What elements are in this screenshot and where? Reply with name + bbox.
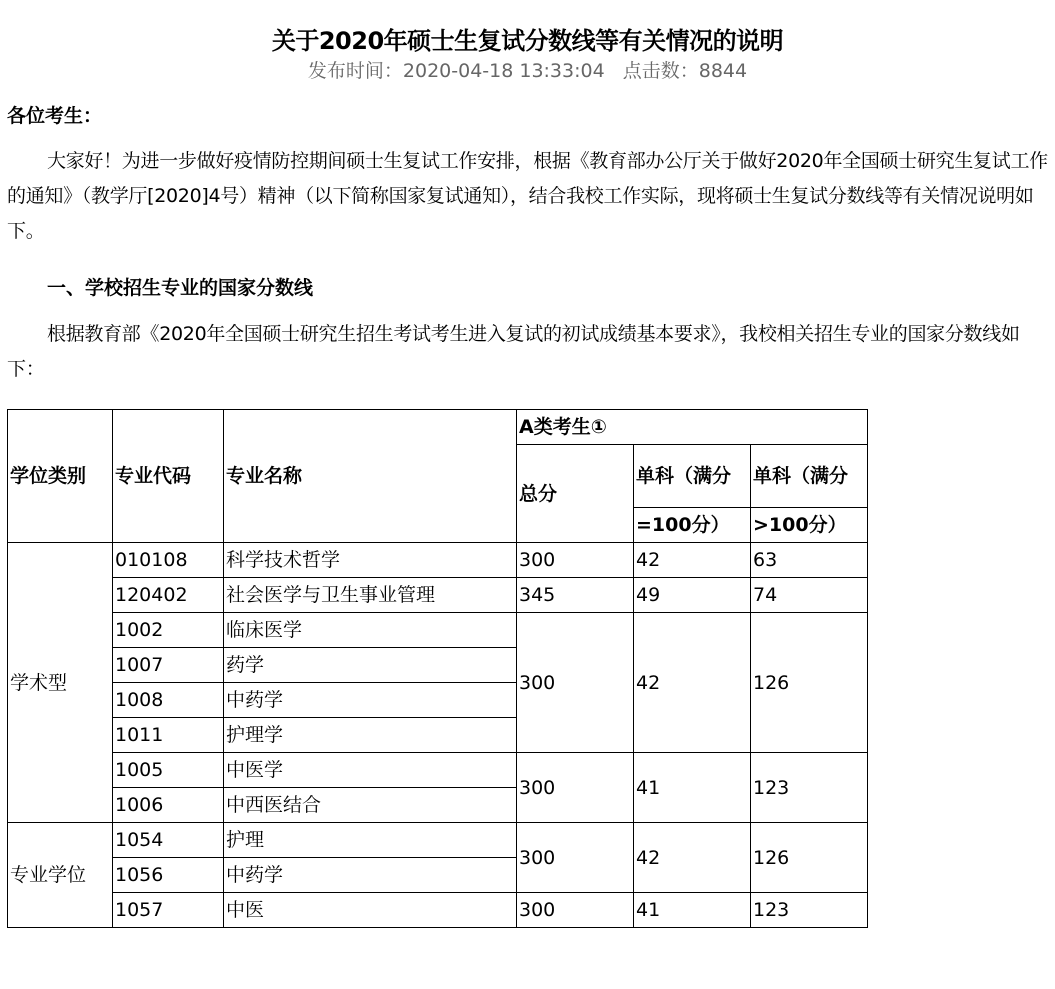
cell-name: 社会医学与卫生事业管理 bbox=[224, 578, 517, 613]
cell-name: 护理 bbox=[224, 823, 517, 858]
section-heading: 一、学校招生专业的国家分数线 bbox=[47, 277, 314, 299]
header-single-100-a: 单科（满分 bbox=[634, 445, 751, 508]
greeting: 各位考生： bbox=[7, 105, 103, 127]
cell-total: 300 bbox=[517, 543, 634, 578]
cell-s100-merged: 42 bbox=[634, 613, 751, 753]
header-single-over-a: 单科（满分 bbox=[751, 445, 868, 508]
cell-name: 护理学 bbox=[224, 718, 517, 753]
section-paragraph: 根据教育部《2020年全国硕士研究生招生考试考生进入复试的初试成绩基本要求》，我校相关招生专业的国家分数线如下： bbox=[7, 323, 1020, 380]
cell-sover: 63 bbox=[751, 543, 868, 578]
header-major-code: 专业代码 bbox=[113, 410, 224, 543]
cell-code: 1008 bbox=[113, 683, 224, 718]
cell-code: 120402 bbox=[113, 578, 224, 613]
cell-s100: 41 bbox=[634, 893, 751, 928]
cell-name: 中医学 bbox=[224, 753, 517, 788]
header-major-name: 专业名称 bbox=[224, 410, 517, 543]
cell-code: 1002 bbox=[113, 613, 224, 648]
cell-code: 1007 bbox=[113, 648, 224, 683]
cell-code: 1057 bbox=[113, 893, 224, 928]
article-meta bbox=[0, 58, 1055, 84]
cell-total-merged: 300 bbox=[517, 823, 634, 893]
cell-sover: 74 bbox=[751, 578, 868, 613]
cell-s100-merged: 41 bbox=[634, 753, 751, 823]
cell-sover: 123 bbox=[751, 893, 868, 928]
cell-sover-merged: 123 bbox=[751, 753, 868, 823]
cell-total-merged: 300 bbox=[517, 613, 634, 753]
cell-name: 临床医学 bbox=[224, 613, 517, 648]
click-count: 点击数：8844 bbox=[622, 60, 748, 82]
table-row bbox=[8, 613, 868, 648]
cell-total: 300 bbox=[517, 893, 634, 928]
table-row bbox=[8, 893, 868, 928]
table-row bbox=[8, 823, 868, 858]
header-group-a: A类考生① bbox=[517, 410, 868, 445]
cell-name: 中西医结合 bbox=[224, 788, 517, 823]
header-single-over-b: >100分） bbox=[751, 508, 868, 543]
header-degree-type: 学位类别 bbox=[8, 410, 113, 543]
table-row bbox=[8, 543, 868, 578]
table-row bbox=[8, 578, 868, 613]
header-total: 总分 bbox=[517, 445, 634, 543]
cell-code: 1011 bbox=[113, 718, 224, 753]
cell-s100: 49 bbox=[634, 578, 751, 613]
cell-s100-merged: 42 bbox=[634, 823, 751, 893]
cell-total-merged: 300 bbox=[517, 753, 634, 823]
cell-name: 药学 bbox=[224, 648, 517, 683]
table-row bbox=[8, 753, 868, 788]
cell-name: 中药学 bbox=[224, 683, 517, 718]
cell-name: 中医 bbox=[224, 893, 517, 928]
cell-sover-merged: 126 bbox=[751, 823, 868, 893]
header-single-100-b: =100分） bbox=[634, 508, 751, 543]
category-academic: 学术型 bbox=[8, 543, 113, 823]
publish-time: 发布时间：2020-04-18 13:33:04 bbox=[307, 60, 605, 82]
cell-code: 010108 bbox=[113, 543, 224, 578]
cell-name: 科学技术哲学 bbox=[224, 543, 517, 578]
cell-code: 1054 bbox=[113, 823, 224, 858]
category-professional: 专业学位 bbox=[8, 823, 113, 928]
cell-name: 中药学 bbox=[224, 858, 517, 893]
cell-total: 345 bbox=[517, 578, 634, 613]
cell-s100: 42 bbox=[634, 543, 751, 578]
cell-code: 1056 bbox=[113, 858, 224, 893]
intro-paragraph: 大家好！为进一步做好疫情防控期间硕士生复试工作安排，根据《教育部办公厅关于做好2020年全国硕士研究生复试工作的通知》（教学厅[2020]4号）精神（以下简称国家复试通知），结合我校工作实际，现将硕士生复试分数线等有关情况说明如下。 bbox=[7, 150, 1048, 242]
cell-sover-merged: 126 bbox=[751, 613, 868, 753]
cell-code: 1006 bbox=[113, 788, 224, 823]
cell-code: 1005 bbox=[113, 753, 224, 788]
article-title: 关于2020年硕士生复试分数线等有关情况的说明 bbox=[271, 27, 784, 55]
score-table bbox=[7, 409, 868, 928]
